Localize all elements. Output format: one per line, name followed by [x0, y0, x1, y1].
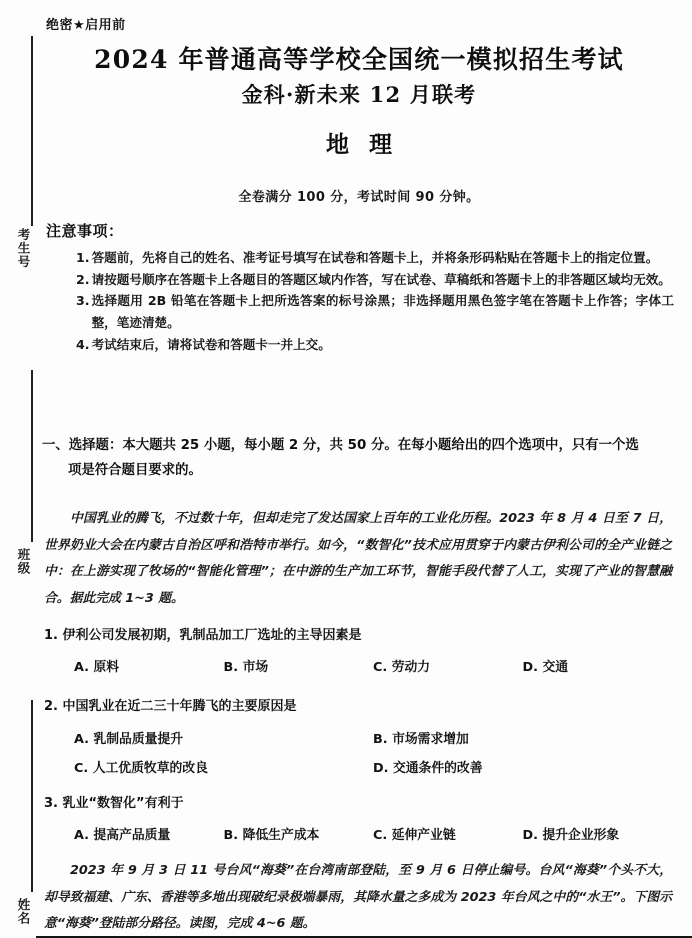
margin-label-name: 姓名 [16, 898, 31, 925]
question-1-stem [44, 626, 672, 647]
note-number: 4. [76, 336, 90, 352]
option-c[interactable]: C. 人工优质牧草的改良 [74, 760, 208, 776]
note-number: 3. [76, 293, 90, 309]
question-3-stem [44, 794, 672, 815]
question-1-options [44, 656, 672, 675]
note-number: 1. [76, 250, 90, 265]
page-title: 2024 年普通高等学校全国统一模拟招生考试 [94, 45, 624, 74]
note-item [46, 290, 674, 333]
question-2-stem [44, 697, 672, 718]
margin-rule-1 [31, 36, 33, 226]
page-subtitle: 金科·新未来 12 月联考 [241, 82, 477, 108]
margin-rule-3 [31, 700, 33, 892]
note-item [46, 247, 674, 269]
option-a[interactable]: A. 原料 [74, 659, 120, 675]
option-d[interactable]: D. 交通 [522, 659, 569, 675]
option-d[interactable]: D. 提升企业形象 [522, 827, 620, 843]
margin-label-class: 班级 [16, 548, 31, 575]
option-b[interactable]: B. 市场 [223, 659, 269, 675]
notes-heading: 注意事项： [46, 222, 124, 240]
option-b[interactable]: B. 市场需求增加 [373, 731, 469, 747]
section-heading [42, 434, 674, 484]
note-item [46, 334, 674, 356]
option-a[interactable]: A. 提高产品质量 [74, 827, 171, 843]
option-c[interactable]: C. 延伸产业链 [373, 827, 456, 843]
question-2-options-row-2 [44, 757, 672, 776]
note-text: 请按题号顺序在答题卡上各题目的答题区域内作答，写在试卷、草稿纸和答题卡上的非答题区域均无效。 [91, 271, 671, 287]
option-c[interactable]: C. 劳动力 [373, 659, 431, 675]
title-block [42, 44, 676, 159]
section-heading-line-2: 项是符合题目要求的。 [68, 462, 202, 478]
question-2-number: 2. [44, 699, 58, 714]
note-text: 答题前，先将自己的姓名、准考证号填写在试卷和答题卡上，并将条形码粘贴在答题卡上的指定位置。 [91, 250, 659, 265]
page-content [42, 0, 676, 938]
question-2-options-row-1 [44, 728, 672, 747]
passage-typhoon: 2023 年 9 月 3 日 11 号台风“海葵”在台湾南部登陆，至 9 月 6 日停止编号。台风“海葵”个头不大，却导致福建、广东、香港等多地出现破纪录极端暴雨，其降水量之多成为 2023 年台风之中的“水王”。下图示意“海葵”登陆部分路径。读图，完成 4~6 题。 [44, 863, 672, 932]
margin-rule-2 [31, 370, 33, 542]
question-2-text: 中国乳业在近二三十年腾飞的主要原因是 [62, 699, 297, 714]
question-3-text: 乳业“数智化”有利于 [62, 796, 184, 811]
subject-title: 地理 [326, 131, 412, 158]
notes-section [46, 220, 674, 355]
note-number: 2. [76, 271, 90, 287]
question-3-options [44, 824, 672, 843]
option-b[interactable]: B. 降低生产成本 [223, 827, 320, 843]
option-d[interactable]: D. 交通条件的改善 [373, 760, 483, 776]
left-margin-column [0, 0, 40, 938]
question-3-number: 3. [44, 796, 58, 811]
note-text: 选择题用 2B 铅笔在答题卡上把所选答案的标号涂黑；非选择题用黑色签字笔在答题卡上作答；字体工整，笔迹清楚。 [91, 293, 674, 330]
note-text: 考试结束后，请将试卷和答题卡一并上交。 [91, 336, 331, 352]
option-a[interactable]: A. 乳制品质量提升 [74, 731, 184, 747]
passage-dairy: 中国乳业的腾飞，不过数十年，但却走完了发达国家上百年的工业化历程。2023 年 8 月 4 日至 7 日，世界奶业大会在内蒙古自治区呼和浩特市举行。如今，“数智化”技术应用贯穿于内蒙古伊利公司的全产业链之中：在上游实现了牧场的“智能化管理”；在中游的生产加工环节，智能手段代替了人工，实现了产业的智慧融合。据此完成 1~3 题。 [44, 511, 672, 606]
secret-notice: 绝密★启用前 [46, 18, 126, 33]
note-item [46, 269, 674, 291]
question-1-number: 1. [44, 628, 58, 643]
question-1-text: 伊利公司发展初期，乳制品加工厂选址的主导因素是 [62, 628, 362, 643]
section-heading-line-1: 一、选择题：本大题共 25 小题，每小题 2 分，共 50 分。在每小题给出的四个选项中，只有一个选 [42, 438, 639, 453]
score-time-line: 全卷满分 100 分，考试时间 90 分钟。 [238, 190, 480, 205]
page-bottom-rule [36, 936, 692, 938]
margin-label-examinee-number: 考生号 [16, 228, 31, 269]
